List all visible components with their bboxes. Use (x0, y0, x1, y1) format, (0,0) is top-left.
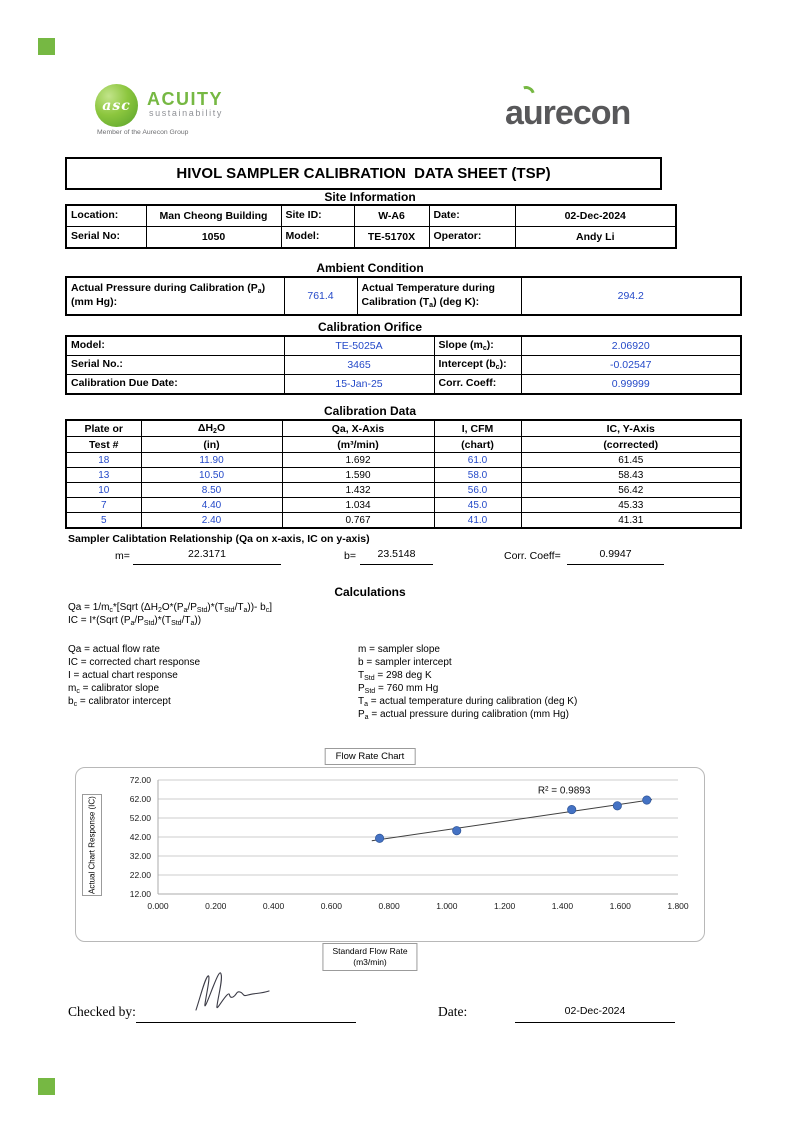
svg-text:52.00: 52.00 (129, 813, 151, 823)
orifice-serial-value: 3465 (284, 356, 434, 375)
pressure-label: Actual Pressure during Calibration $(P_a)$ (mm Hg): (66, 277, 284, 315)
ic-formula: IC = I*(Sqrt $(P_a/P_{Std})*(T_{Std}/T_a)$) (68, 615, 202, 627)
definitions-right-column (358, 643, 577, 721)
m-value: 22.3171 (133, 548, 281, 565)
m-label: m= (115, 550, 130, 562)
definition-item: Qa = actual flow rate (68, 644, 160, 655)
sampler-corr-coeff-label: Corr. Coeff= (504, 550, 561, 562)
calibration-row (66, 498, 741, 513)
green-corner-mark-top (38, 38, 55, 55)
calculations-heading: Calculations (334, 585, 406, 599)
plate-cell: 5 (66, 513, 141, 529)
ambient-row (66, 277, 741, 315)
intercept-value: -0.02547 (521, 356, 741, 375)
ic-cell: 61.45 (521, 453, 741, 468)
calibration-row (66, 453, 741, 468)
qa-cell: 1.034 (282, 498, 434, 513)
qa-cell: 1.432 (282, 483, 434, 498)
footer-date-value: 02-Dec-2024 (564, 1005, 626, 1017)
model-value: TE-5170X (354, 227, 429, 249)
definition-item: I = actual chart response (68, 670, 178, 681)
location-label: Location: (66, 205, 146, 227)
definition-item: m = sampler slope (358, 644, 440, 655)
chart-plot-area (94, 772, 694, 914)
definition-item: $m_c$ = calibrator slope (68, 683, 160, 695)
ic-cell: 45.33 (521, 498, 741, 513)
acuity-subtitle: sustainability (149, 108, 223, 118)
svg-text:0.600: 0.600 (320, 901, 342, 911)
green-corner-mark-bottom (38, 1078, 55, 1095)
header-plate-units: Test # (66, 437, 141, 453)
svg-text:0.400: 0.400 (262, 901, 285, 911)
definition-item: $P_{Std} = 760$ mm Hg (358, 683, 439, 695)
header-dh2o-units: (in) (141, 437, 282, 453)
location-value: Man Cheong Building (146, 205, 281, 227)
sampler-corr-coeff-value: 0.9947 (567, 548, 664, 565)
definition-item: $b_c$ = calibrator intercept (68, 696, 171, 708)
calibration-row (66, 513, 741, 529)
definitions-left-column (68, 643, 200, 708)
orifice-row (66, 336, 741, 356)
header-dh2o: $\Delta H_2O$ (141, 420, 282, 437)
dh2o-cell: 4.40 (141, 498, 282, 513)
calibration-row (66, 483, 741, 498)
header-ic-units: (corrected) (521, 437, 741, 453)
chart-x-axis-label-line2: (m3/min) (353, 957, 387, 968)
temperature-label: Actual Temperature during Calibration $(T_a)$ (deg K): (357, 277, 521, 315)
b-value: 23.5148 (360, 548, 433, 565)
site-info-row (66, 205, 676, 227)
corr-coeff-label: Corr. Coeff: (434, 375, 521, 395)
calibration-header-row-units (66, 437, 741, 453)
svg-text:0.000: 0.000 (147, 901, 169, 911)
model-label: Model: (281, 227, 354, 249)
i-cell: 41.0 (434, 513, 521, 529)
svg-text:1.600: 1.600 (609, 901, 631, 911)
ic-cell: 58.43 (521, 468, 741, 483)
calibration-orifice-table (65, 335, 742, 395)
dh2o-cell: 8.50 (141, 483, 282, 498)
svg-text:32.00: 32.00 (129, 851, 151, 861)
intercept-label: Intercept $(b_c)$: (434, 356, 521, 375)
ambient-condition-table (65, 276, 742, 316)
sheet-title-text: HIVOL SAMPLER CALIBRATION DATA SHEET (TSP) (176, 165, 551, 182)
operator-value: Andy Li (515, 227, 676, 249)
svg-text:1.400: 1.400 (551, 901, 574, 911)
checked-by-label: Checked by: (68, 1004, 136, 1019)
i-cell: 45.0 (434, 498, 521, 513)
chart-title: Flow Rate Chart (325, 748, 416, 765)
due-date-label: Calibration Due Date: (66, 375, 284, 395)
header-i-units: (chart) (434, 437, 521, 453)
svg-text:0.200: 0.200 (205, 901, 227, 911)
svg-text:22.00: 22.00 (129, 870, 151, 880)
definition-item: IC = corrected chart response (68, 657, 201, 668)
signature (190, 966, 275, 1018)
aurecon-logo (505, 88, 685, 136)
i-cell: 58.0 (434, 468, 521, 483)
acuity-logo (95, 84, 315, 136)
ambient-condition-heading: Ambient Condition (316, 261, 424, 275)
temperature-value: 294.2 (521, 277, 741, 315)
site-information-table (65, 204, 677, 249)
date-field-value: 02-Dec-2024 (515, 205, 676, 227)
dh2o-cell: 10.50 (141, 468, 282, 483)
header-qa: Qa, X-Axis (282, 420, 434, 437)
header-ic: IC, Y-Axis (521, 420, 741, 437)
i-cell: 61.0 (434, 453, 521, 468)
qa-formula: $Qa = 1/m_c*[Sqrt$ $(\Delta H_2O*(P_a/P_{Std})*(T_{Std}/T_a))-$ $b_c$] (68, 602, 272, 614)
qa-cell: 1.590 (282, 468, 434, 483)
slope-label: Slope $(m_c)$: (434, 336, 521, 356)
sheet-title (65, 157, 662, 190)
definition-item: $P_a$ = actual pressure during calibration (mm Hg) (358, 709, 569, 721)
chart-y-axis-label: Actual Chart Response (IC) (82, 794, 102, 896)
site-id-value: W-A6 (354, 205, 429, 227)
svg-text:1.200: 1.200 (494, 901, 516, 911)
svg-text:0.800: 0.800 (378, 901, 400, 911)
footer-date-label: Date: (438, 1004, 468, 1019)
orifice-row (66, 375, 741, 395)
acuity-member-note: Member of the Aurecon Group (97, 129, 189, 136)
header-plate: Plate or (66, 420, 141, 437)
serial-no-value: 1050 (146, 227, 281, 249)
corr-coeff-value: 0.99999 (521, 375, 741, 395)
orifice-serial-label: Serial No.: (66, 356, 284, 375)
acuity-logo-mark (95, 84, 138, 127)
site-id-label: Site ID: (281, 205, 354, 227)
flow-rate-chart (75, 767, 705, 942)
header-qa-units: (m³/min) (282, 437, 434, 453)
svg-text:42.00: 42.00 (129, 832, 151, 842)
b-label: b= (344, 550, 356, 562)
ic-cell: 41.31 (521, 513, 741, 529)
acuity-monogram: asc (102, 97, 131, 114)
due-date-value: 15-Jan-25 (284, 375, 434, 395)
date-field-label: Date: (429, 205, 515, 227)
svg-text:12.00: 12.00 (129, 889, 151, 899)
plate-cell: 7 (66, 498, 141, 513)
plate-cell: 18 (66, 453, 141, 468)
footer-date-line (515, 1001, 675, 1023)
svg-text:R² = 0.9893: R² = 0.9893 (537, 785, 591, 797)
calibration-data-table (65, 419, 742, 529)
plate-cell: 10 (66, 483, 141, 498)
acuity-name: ACUITY (147, 89, 223, 109)
chart-x-axis-label (322, 943, 417, 971)
svg-text:1.000: 1.000 (436, 901, 458, 911)
svg-text:62.00: 62.00 (129, 794, 151, 804)
relationship-heading: Sampler Calibtation Relationship (Qa on x-axis, IC on y-axis) (68, 533, 370, 545)
orifice-model-value: TE-5025A (284, 336, 434, 356)
dh2o-cell: 2.40 (141, 513, 282, 529)
svg-text:1.800: 1.800 (667, 901, 689, 911)
site-info-row (66, 227, 676, 249)
definition-item: $T_{Std} = 298$ deg K (358, 670, 432, 682)
calibration-row (66, 468, 741, 483)
dh2o-cell: 11.90 (141, 453, 282, 468)
definition-item: $T_a$ = actual temperature during calibration (deg K) (358, 696, 578, 708)
definition-item: b = sampler intercept (358, 657, 452, 668)
header-i: I, CFM (434, 420, 521, 437)
ic-cell: 56.42 (521, 483, 741, 498)
calibration-data-heading: Calibration Data (323, 404, 416, 418)
calibration-header-row (66, 420, 741, 437)
serial-no-label: Serial No: (66, 227, 146, 249)
svg-text:72.00: 72.00 (129, 775, 151, 785)
aurecon-wordmark: aurecon (505, 94, 631, 132)
chart-x-axis-label-line1: Standard Flow Rate (332, 946, 408, 956)
qa-cell: 0.767 (282, 513, 434, 529)
pressure-value: 761.4 (284, 277, 357, 315)
i-cell: 56.0 (434, 483, 521, 498)
plate-cell: 13 (66, 468, 141, 483)
orifice-row (66, 356, 741, 375)
orifice-model-label: Model: (66, 336, 284, 356)
site-information-heading: Site Information (324, 190, 416, 204)
slope-value: 2.06920 (521, 336, 741, 356)
operator-label: Operator: (429, 227, 515, 249)
calibration-orifice-heading: Calibration Orifice (317, 320, 423, 334)
qa-cell: 1.692 (282, 453, 434, 468)
